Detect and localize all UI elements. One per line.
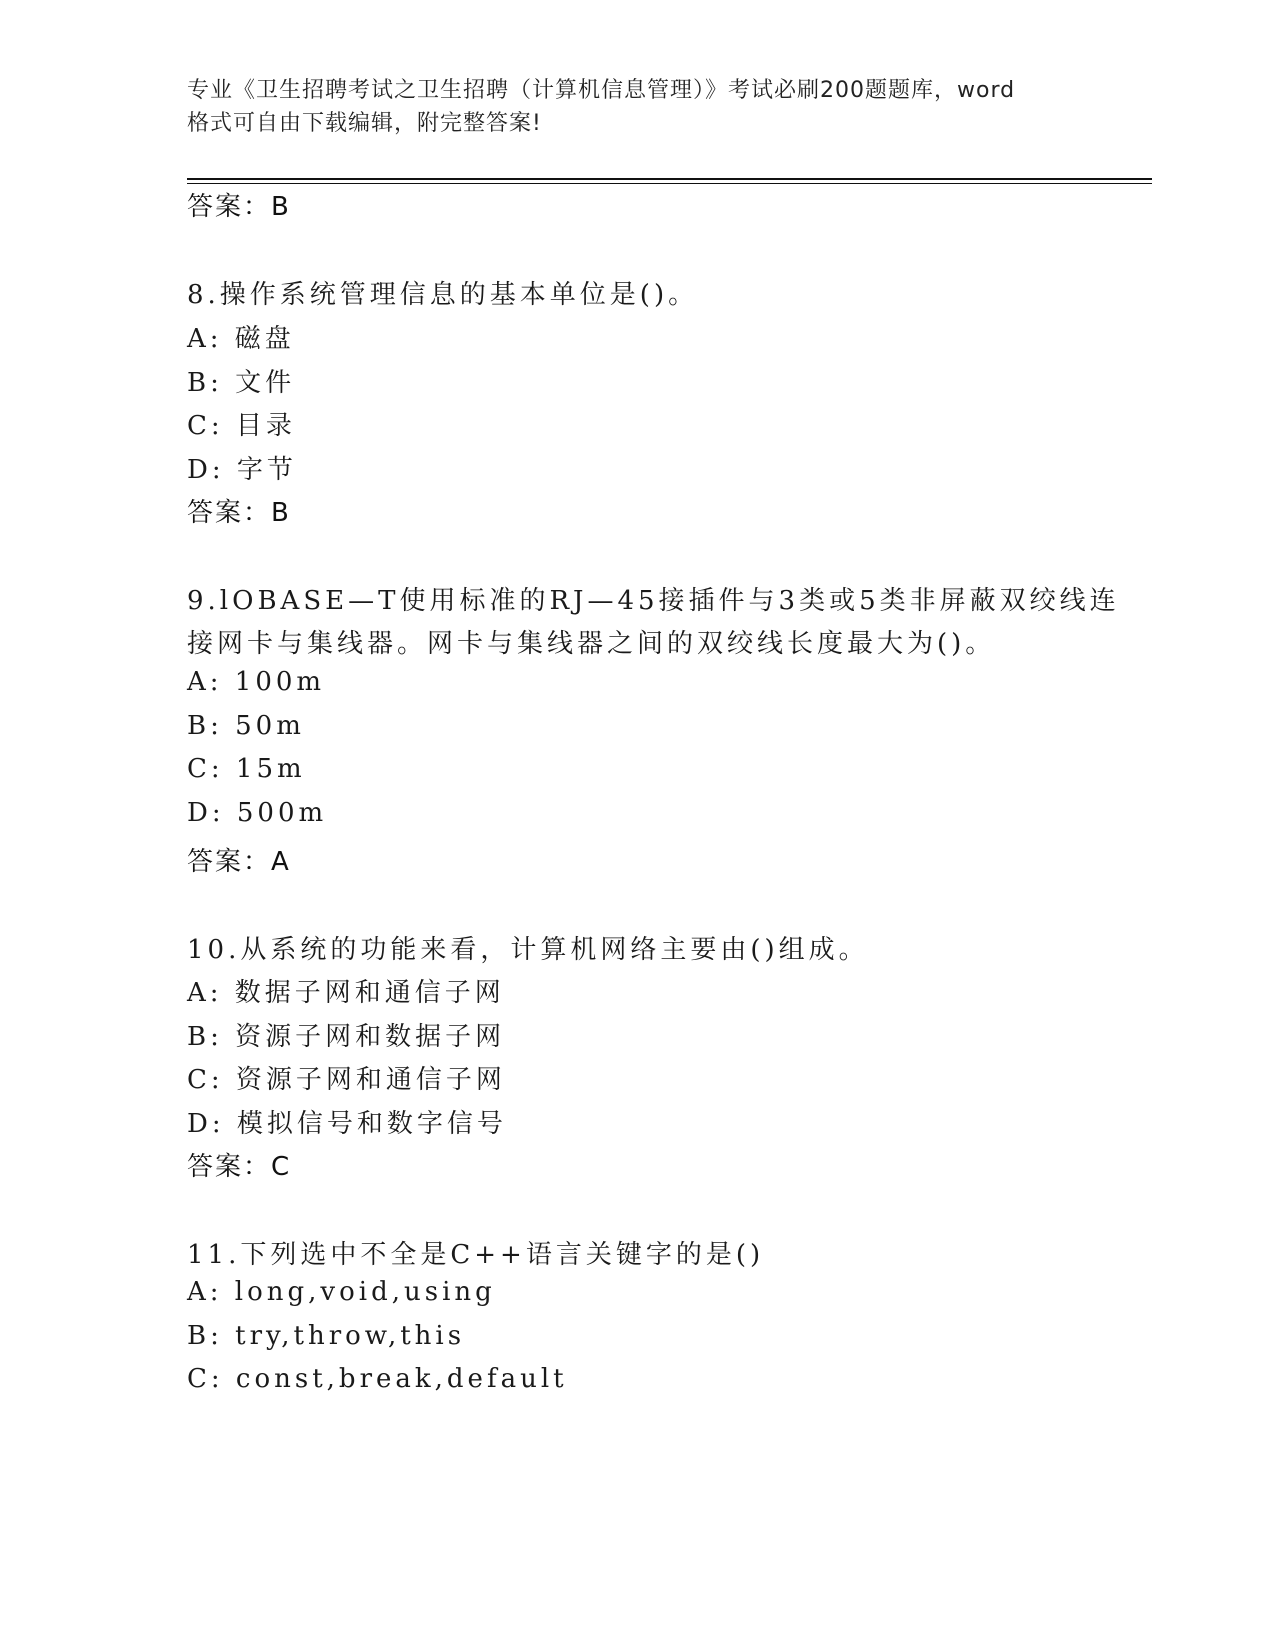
question-9-line-1: 9.lOBASE—T使用标准的RJ—45接插件与3类或5类非屏蔽双绞线连: [187, 586, 1120, 616]
header-divider-thin: [187, 183, 1152, 184]
q11-option-b: B: try,throw,this: [187, 1321, 466, 1351]
q9-option-c: C: 15m: [187, 754, 306, 784]
answer-q8: 答案：B: [187, 498, 291, 528]
q8-option-b: B: 文件: [187, 368, 296, 398]
q8-option-c: C: 目录: [187, 411, 296, 441]
q9-option-a: A: 100m: [187, 667, 326, 697]
header-line-2: 格式可自由下载编辑，附完整答案!: [187, 111, 542, 136]
question-8: 8.操作系统管理信息的基本单位是()。: [187, 280, 699, 310]
q11-option-a: A: long,void,using: [187, 1277, 496, 1307]
question-11: 11.下列选中不全是C++语言关键字的是(): [187, 1240, 765, 1270]
header-line-1: 专业《卫生招聘考试之卫生招聘（计算机信息管理）》考试必刷200题题库，word: [187, 78, 1016, 103]
q11-option-c: C: const,break,default: [187, 1364, 568, 1394]
q10-option-d: D: 模拟信号和数字信号: [187, 1109, 507, 1139]
q10-option-b: B: 资源子网和数据子网: [187, 1022, 506, 1052]
q8-option-a: A: 磁盘: [187, 324, 295, 354]
q9-option-d: D: 500m: [187, 798, 328, 828]
document-header: [187, 74, 1087, 140]
q8-option-d: D: 字节: [187, 455, 297, 485]
question-9-line-2: 接网卡与集线器。网卡与集线器之间的双绞线长度最大为()。: [187, 629, 996, 659]
answer-q10: 答案：C: [187, 1152, 292, 1182]
question-10: 10.从系统的功能来看，计算机网络主要由()组成。: [187, 935, 869, 965]
answer-q9: 答案：A: [187, 847, 291, 877]
q10-option-c: C: 资源子网和通信子网: [187, 1065, 506, 1095]
q9-option-b: B: 50m: [187, 711, 305, 741]
header-divider-thick: [187, 178, 1152, 180]
q10-option-a: A: 数据子网和通信子网: [187, 978, 505, 1008]
answer-q7: 答案：B: [187, 192, 291, 222]
